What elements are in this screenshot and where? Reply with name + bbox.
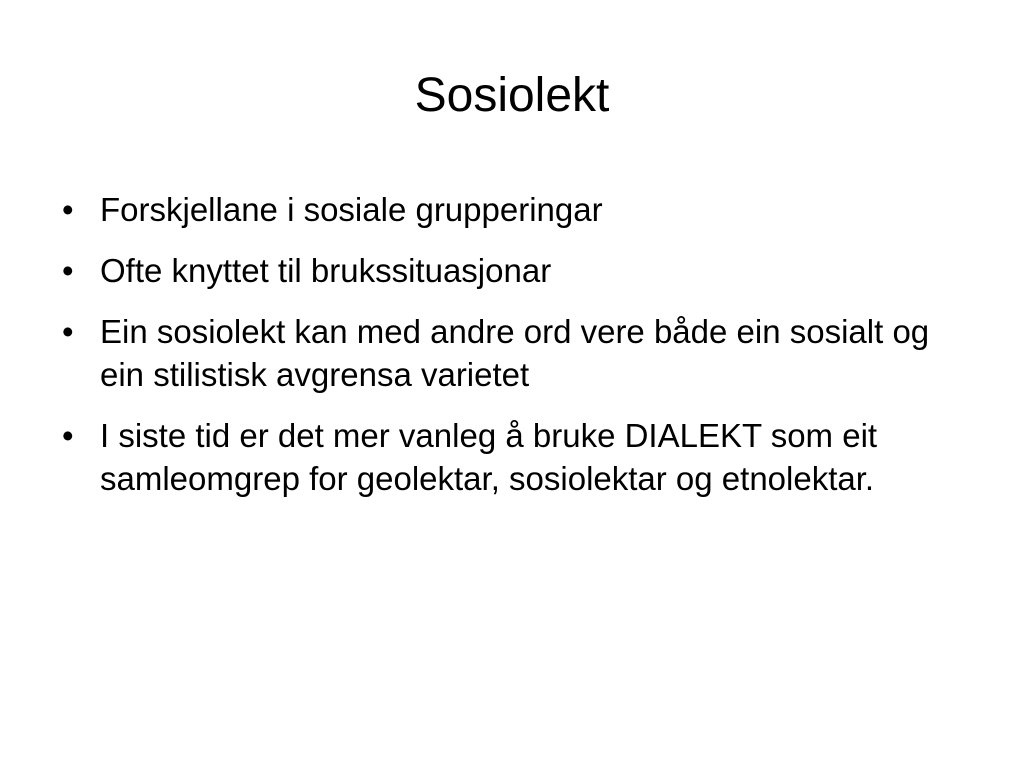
bullet-icon: • xyxy=(62,252,74,289)
list-item xyxy=(62,414,962,500)
slide-title: Sosiolekt xyxy=(414,69,610,122)
bullet-text: Ofte knyttet til brukssituasjonar xyxy=(100,252,552,289)
bullet-text: Ein sosiolekt kan med andre ord vere både ein sosialt og ein stilistisk avgrensa varietet xyxy=(100,313,930,393)
bullet-icon: • xyxy=(62,191,74,228)
list-item xyxy=(62,249,962,292)
list-item xyxy=(62,188,962,231)
bullet-text: I siste tid er det mer vanleg å bruke DIALEKT som eit samleomgrep for geolektar, sosiolektar og etnolektar. xyxy=(100,417,878,497)
bullet-icon: • xyxy=(62,417,74,454)
bullet-list xyxy=(62,188,962,518)
bullet-icon: • xyxy=(62,313,74,350)
list-item xyxy=(62,310,962,396)
bullet-text: Forskjellane i sosiale grupperingar xyxy=(100,191,603,228)
